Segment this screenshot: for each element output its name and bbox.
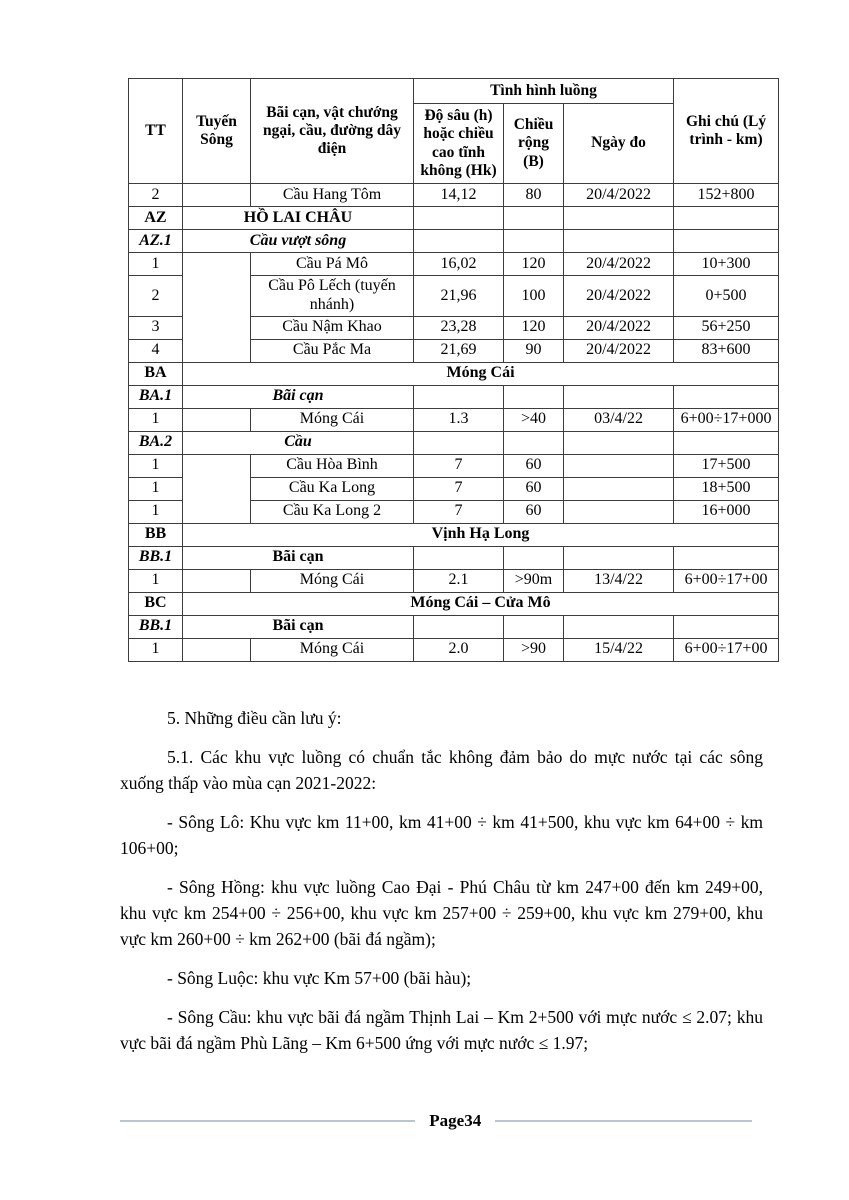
cell-width: 60 [504,454,564,477]
cell-width: 90 [504,339,564,362]
header-bai-can: Bãi cạn, vật chướng ngại, cầu, đường dây điện [251,79,414,184]
cell-width: >40 [504,408,564,431]
cell-tt: 2 [129,184,183,207]
cell-empty [504,385,564,408]
section-code: AZ [129,207,183,230]
cell-tt: 1 [129,253,183,276]
cell-note: 0+500 [674,276,779,317]
note-song-luoc: - Sông Luộc: khu vực Km 57+00 (bãi hàu); [167,968,472,988]
subsection-row [129,230,779,253]
section-title: HỒ LAI CHÂU [183,207,414,230]
cell-tt: 1 [129,408,183,431]
header-chieu-rong: Chiều rộng (B) [504,104,564,184]
cell-depth: 2.1 [414,569,504,592]
header-tinh-hinh-luong: Tình hình luồng [414,79,674,104]
section-code: BA [129,362,183,385]
cell-tuyen-song-empty [183,253,251,363]
cell-name: Móng Cái [251,408,414,431]
cell-tt: 2 [129,276,183,317]
subsection-row [129,385,779,408]
section-row [129,362,779,385]
cell-depth: 2.0 [414,638,504,661]
cell-note: 152+800 [674,184,779,207]
note-heading: 5. Những điều cần lưu ý: [167,708,342,728]
cell-note: 10+300 [674,253,779,276]
section-row [129,207,779,230]
subsection-row [129,615,779,638]
cell-empty [414,615,504,638]
cell-note: 83+600 [674,339,779,362]
subsection-row [129,431,779,454]
cell-empty [414,385,504,408]
cell-empty [414,230,504,253]
header-row-top [129,79,779,104]
section-code: BB [129,523,183,546]
cell-date: 13/4/22 [564,569,674,592]
cell-date [564,500,674,523]
cell-date: 20/4/2022 [564,253,674,276]
subsection-code: BA.2 [129,431,183,454]
cell-tt: 1 [129,477,183,500]
subsection-code: BB.1 [129,615,183,638]
cell-date [564,454,674,477]
footer-rule-right [495,1120,752,1122]
header-ghi-chu: Ghi chú (Lý trình - km) [674,79,779,184]
subsection-row [129,546,779,569]
cell-note: 17+500 [674,454,779,477]
cell-depth: 21,96 [414,276,504,317]
subsection-code: AZ.1 [129,230,183,253]
table-row [129,408,779,431]
cell-name: Cầu Nậm Khao [251,316,414,339]
cell-empty [504,615,564,638]
cell-name: Cầu Pô Lếch (tuyến nhánh) [251,276,414,317]
cell-name: Móng Cái [251,638,414,661]
cell-date: 20/4/2022 [564,184,674,207]
cell-empty [564,385,674,408]
cell-empty [504,431,564,454]
table-row [129,454,779,477]
cell-empty [414,207,504,230]
header-ngay-do: Ngày đo [564,104,674,184]
cell-width: 60 [504,500,564,523]
cell-tuyen-song-empty [183,408,251,431]
cell-width: >90 [504,638,564,661]
cell-tuyen-song-empty [183,569,251,592]
cell-width: >90m [504,569,564,592]
cell-depth: 7 [414,454,504,477]
cell-depth: 7 [414,500,504,523]
cell-depth: 7 [414,477,504,500]
cell-tt: 1 [129,638,183,661]
cell-date [564,477,674,500]
table-row [129,253,779,276]
cell-tt: 3 [129,316,183,339]
cell-width: 80 [504,184,564,207]
notes-section [120,692,763,1056]
cell-note: 6+00÷17+000 [674,408,779,431]
cell-name: Móng Cái [251,569,414,592]
note-song-hong: - Sông Hồng: khu vực luồng Cao Đại - Phú Châu từ km 247+00 đến km 249+00, khu vực km 254+00 ÷ 256+00, khu vực km 257+00 ÷ 259+00, khu vực km 279+00, khu vực km 260+00 ÷ km 262+00 (bãi đá ngầm); [120,877,763,949]
cell-name: Cầu Hang Tôm [251,184,414,207]
cell-tuyen-song-empty [183,184,251,207]
cell-note: 16+000 [674,500,779,523]
subsection-title: Cầu [183,431,414,454]
cell-empty [564,431,674,454]
section-title: Móng Cái – Cửa Mô [183,592,779,615]
cell-name: Cầu Ka Long [251,477,414,500]
cell-tuyen-song-empty [183,638,251,661]
cell-date: 15/4/22 [564,638,674,661]
cell-depth: 16,02 [414,253,504,276]
cell-name: Cầu Ka Long 2 [251,500,414,523]
cell-empty [504,546,564,569]
cell-date: 20/4/2022 [564,339,674,362]
subsection-code: BA.1 [129,385,183,408]
cell-date: 20/4/2022 [564,316,674,339]
section-title: Vịnh Hạ Long [183,523,779,546]
table-row [129,638,779,661]
cell-empty [564,615,674,638]
note-5-1: 5.1. Các khu vực luồng có chuẩn tắc không đảm bảo do mực nước tại các sông xuống thấp vào mùa cạn 2021-2022: [120,747,763,793]
page-footer [120,1112,752,1129]
cell-date: 03/4/22 [564,408,674,431]
section-row [129,523,779,546]
subsection-title: Bãi cạn [183,615,414,638]
cell-name: Cầu Pắc Ma [251,339,414,362]
cell-empty [504,230,564,253]
cell-note: 6+00÷17+00 [674,638,779,661]
subsection-code: BB.1 [129,546,183,569]
table-row [129,569,779,592]
header-tt: TT [129,79,183,184]
waterway-status-table [128,78,779,662]
cell-tt: 1 [129,569,183,592]
footer-rule-left [120,1120,415,1122]
page-number: Page34 [429,1111,482,1130]
cell-date: 20/4/2022 [564,276,674,317]
header-tuyen-song: Tuyến Sông [183,79,251,184]
note-song-lo: - Sông Lô: Khu vực km 11+00, km 41+00 ÷ km 41+500, khu vực km 64+00 ÷ km 106+00; [120,812,763,858]
cell-depth: 1.3 [414,408,504,431]
cell-width: 100 [504,276,564,317]
cell-name: Cầu Pá Mô [251,253,414,276]
cell-empty [414,431,504,454]
cell-empty [674,385,779,408]
cell-tt: 4 [129,339,183,362]
cell-tuyen-song-empty [183,454,251,523]
note-song-cau: - Sông Cầu: khu vực bãi đá ngầm Thịnh Lai – Km 2+500 với mực nước ≤ 2.07; khu vực bãi đá ngầm Phù Lãng – Km 6+500 ứng với mực nước ≤ 1.97; [120,1007,763,1053]
section-title: Móng Cái [183,362,779,385]
cell-width: 120 [504,253,564,276]
cell-depth: 21,69 [414,339,504,362]
cell-note: 18+500 [674,477,779,500]
waterway-status-table-wrap [128,78,779,662]
cell-width: 60 [504,477,564,500]
cell-empty [564,546,674,569]
cell-empty [674,546,779,569]
cell-empty [674,615,779,638]
subsection-title: Cầu vượt sông [183,230,414,253]
cell-note: 6+00÷17+00 [674,569,779,592]
cell-width: 120 [504,316,564,339]
subsection-title: Bãi cạn [183,546,414,569]
cell-tt: 1 [129,500,183,523]
cell-empty [564,207,674,230]
cell-depth: 14,12 [414,184,504,207]
cell-empty [674,207,779,230]
cell-empty [504,207,564,230]
section-code: BC [129,592,183,615]
header-do-sau: Độ sâu (h) hoặc chiều cao tĩnh không (Hk) [414,104,504,184]
table-row [129,184,779,207]
cell-empty [674,230,779,253]
cell-empty [564,230,674,253]
cell-note: 56+250 [674,316,779,339]
cell-empty [414,546,504,569]
section-row [129,592,779,615]
cell-empty [674,431,779,454]
cell-depth: 23,28 [414,316,504,339]
subsection-title: Bãi cạn [183,385,414,408]
cell-tt: 1 [129,454,183,477]
cell-name: Cầu Hòa Bình [251,454,414,477]
